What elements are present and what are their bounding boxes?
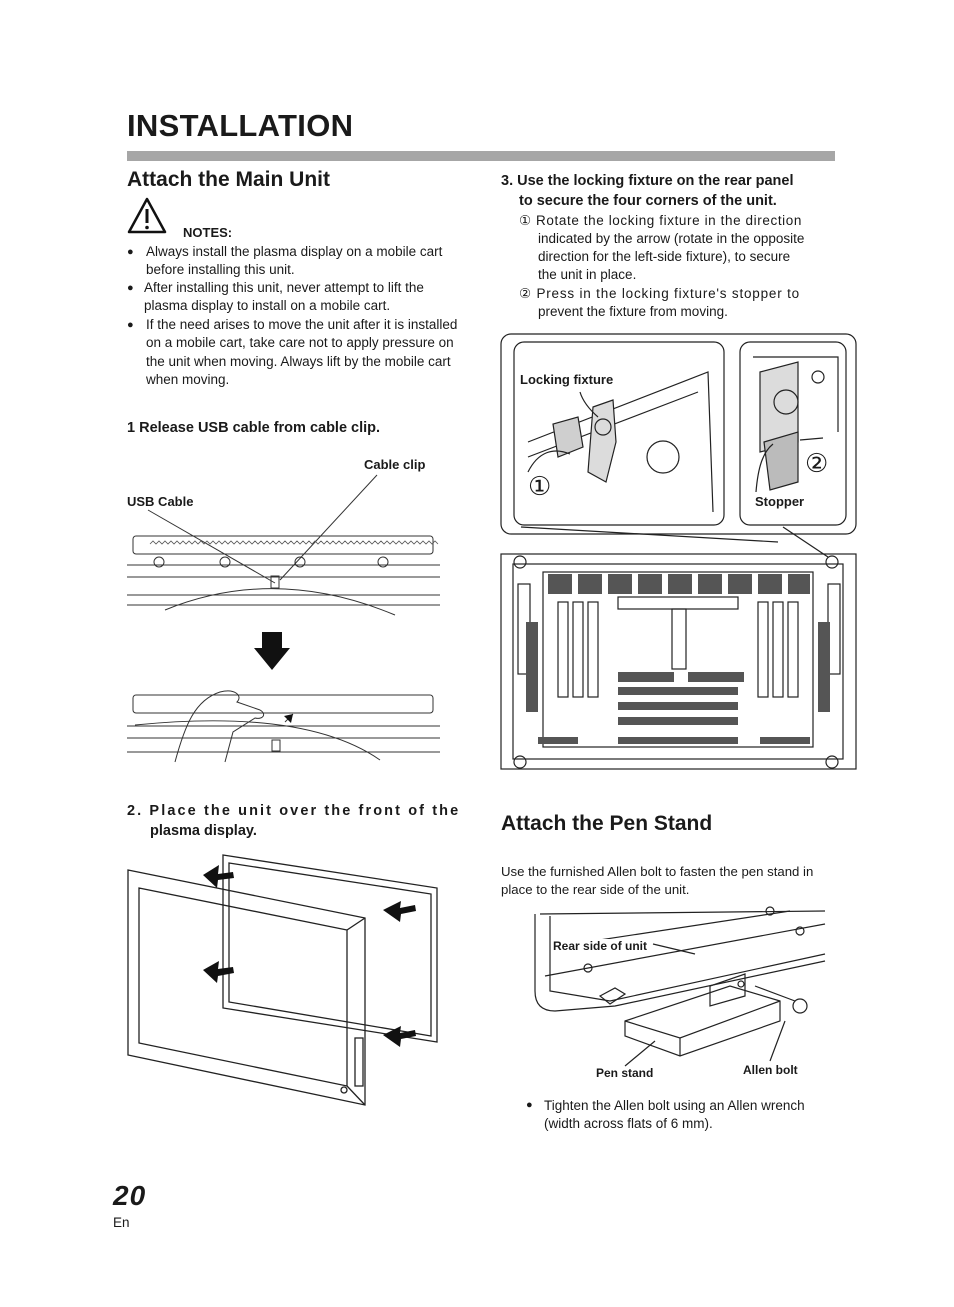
- pen-stand-label: Pen stand: [596, 1066, 654, 1080]
- sub-step-1-line4: the unit in place.: [538, 267, 637, 282]
- pen-stand-heading: Attach the Pen Stand: [501, 812, 713, 835]
- usb-cable-label: USB Cable: [127, 494, 194, 509]
- locking-fixture-label: Locking fixture: [520, 372, 614, 387]
- step-3-line1: 3. Use the locking fixture on the rear panel: [501, 173, 794, 189]
- tip-line2: (width across flats of 6 mm).: [544, 1116, 713, 1131]
- rear-side-label: Rear side of unit: [553, 939, 648, 953]
- title-rule: [127, 151, 835, 161]
- locking-fixture-diagram: [498, 332, 858, 772]
- pen-stand-intro-line2: place to the rear side of the unit.: [501, 882, 690, 897]
- step-1: 1 Release USB cable from cable clip.: [127, 420, 381, 436]
- stopper-label: Stopper: [755, 494, 805, 509]
- language-code: En: [113, 1215, 130, 1230]
- bullet-icon: ●: [127, 319, 134, 331]
- sub-step-1-line1: ① Rotate the locking fixture in the direction: [519, 213, 802, 228]
- sub-step-2-line2: prevent the fixture from moving.: [538, 304, 728, 319]
- page-title: INSTALLATION: [127, 108, 354, 143]
- main-unit-heading: Attach the Main Unit: [127, 168, 330, 191]
- bullet-icon: ●: [127, 282, 134, 294]
- page-number: 20: [113, 1180, 147, 1211]
- marker-2: ②: [805, 448, 829, 478]
- sub-step-2-line1: ② Press in the locking fixture's stopper to: [519, 286, 800, 301]
- note-text: After installing this unit, never attempt to lift the plasma display to install on a mobile cart.: [144, 280, 424, 314]
- allen-bolt-label: Allen bolt: [743, 1063, 798, 1077]
- step-3-line2: to secure the four corners of the unit.: [519, 193, 777, 209]
- note-item: [127, 279, 463, 316]
- pen-stand-diagram: [530, 906, 830, 1076]
- sub-step-1-line3: direction for the left-side fixture), to secure: [538, 249, 791, 264]
- pen-stand-intro-line1: Use the furnished Allen bolt to fasten the pen stand in: [501, 864, 814, 879]
- warning-icon: [127, 197, 167, 235]
- cable-clip-label: Cable clip: [364, 457, 426, 472]
- sub-step-1-line2: indicated by the arrow (rotate in the opposite: [538, 231, 805, 246]
- note-text: Always install the plasma display on a mobile cart before installing this unit.: [146, 244, 443, 278]
- unit-placement-diagram: [125, 850, 445, 1110]
- marker-1: ①: [528, 471, 552, 501]
- tip-line1: Tighten the Allen bolt using an Allen wrench: [544, 1098, 805, 1113]
- step-2-line1: 2. Place the unit over the front of the: [127, 803, 461, 819]
- note-item: [127, 243, 463, 280]
- note-text: If the need arises to move the unit after it is installed on a mobile cart, take care not to apply pressure on the unit when moving. Always lift by the mobile cart when moving.: [146, 317, 458, 387]
- usb-cable-diagram: [125, 470, 445, 770]
- step-2-line2: plasma display.: [150, 823, 257, 839]
- note-item: [127, 316, 463, 389]
- notes-label: NOTES:: [183, 225, 233, 240]
- bullet-icon: ●: [526, 1099, 533, 1111]
- bullet-icon: ●: [127, 246, 134, 258]
